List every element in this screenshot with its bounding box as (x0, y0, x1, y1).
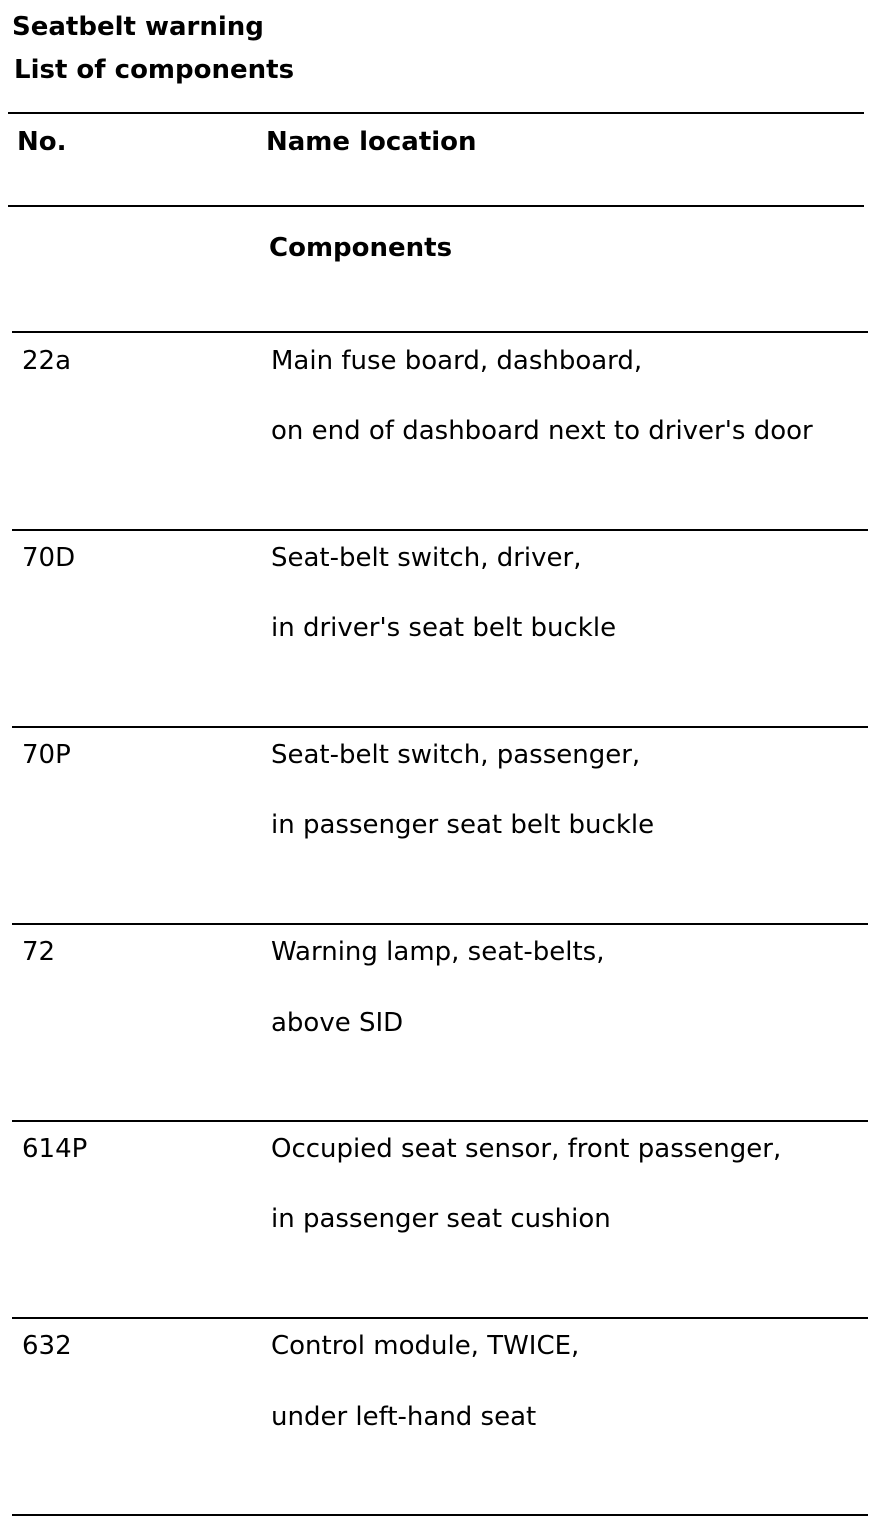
row-location: in driver's seat belt buckle (271, 613, 617, 643)
header-number: No. (17, 127, 67, 157)
header-name-location: Name location (266, 127, 477, 157)
row-rule (12, 923, 868, 925)
row-name: Main fuse board, dashboard, (271, 346, 643, 376)
row-location: in passenger seat belt buckle (271, 810, 655, 840)
row-name: Seat-belt switch, driver, (271, 543, 582, 573)
row-name: Warning lamp, seat-belts, (271, 937, 605, 967)
row-name: Seat-belt switch, passenger, (271, 740, 641, 770)
row-rule (12, 726, 868, 728)
row-name: Control module, TWICE, (271, 1331, 580, 1361)
row-location: under left-hand seat (271, 1402, 537, 1432)
row-rule (12, 1317, 868, 1319)
row-location: on end of dashboard next to driver's door (271, 416, 813, 446)
row-number: 22a (22, 346, 72, 376)
row-rule (12, 1120, 868, 1122)
row-number: 72 (22, 937, 56, 967)
row-number: 632 (22, 1331, 72, 1361)
row-rule (12, 529, 868, 531)
header-bottom-rule (8, 205, 864, 207)
row-name: Occupied seat sensor, front passenger, (271, 1134, 782, 1164)
row-number: 614P (22, 1134, 88, 1164)
row-number: 70P (22, 740, 71, 770)
document-title: Seatbelt warning (12, 12, 264, 42)
document-subtitle: List of components (14, 55, 295, 85)
row-location: in passenger seat cushion (271, 1204, 611, 1234)
row-number: 70D (22, 543, 76, 573)
section-label: Components (269, 233, 453, 263)
header-top-rule (8, 112, 864, 114)
row-location: above SID (271, 1008, 404, 1038)
table-bottom-rule (12, 1514, 868, 1516)
row-rule (12, 331, 868, 333)
